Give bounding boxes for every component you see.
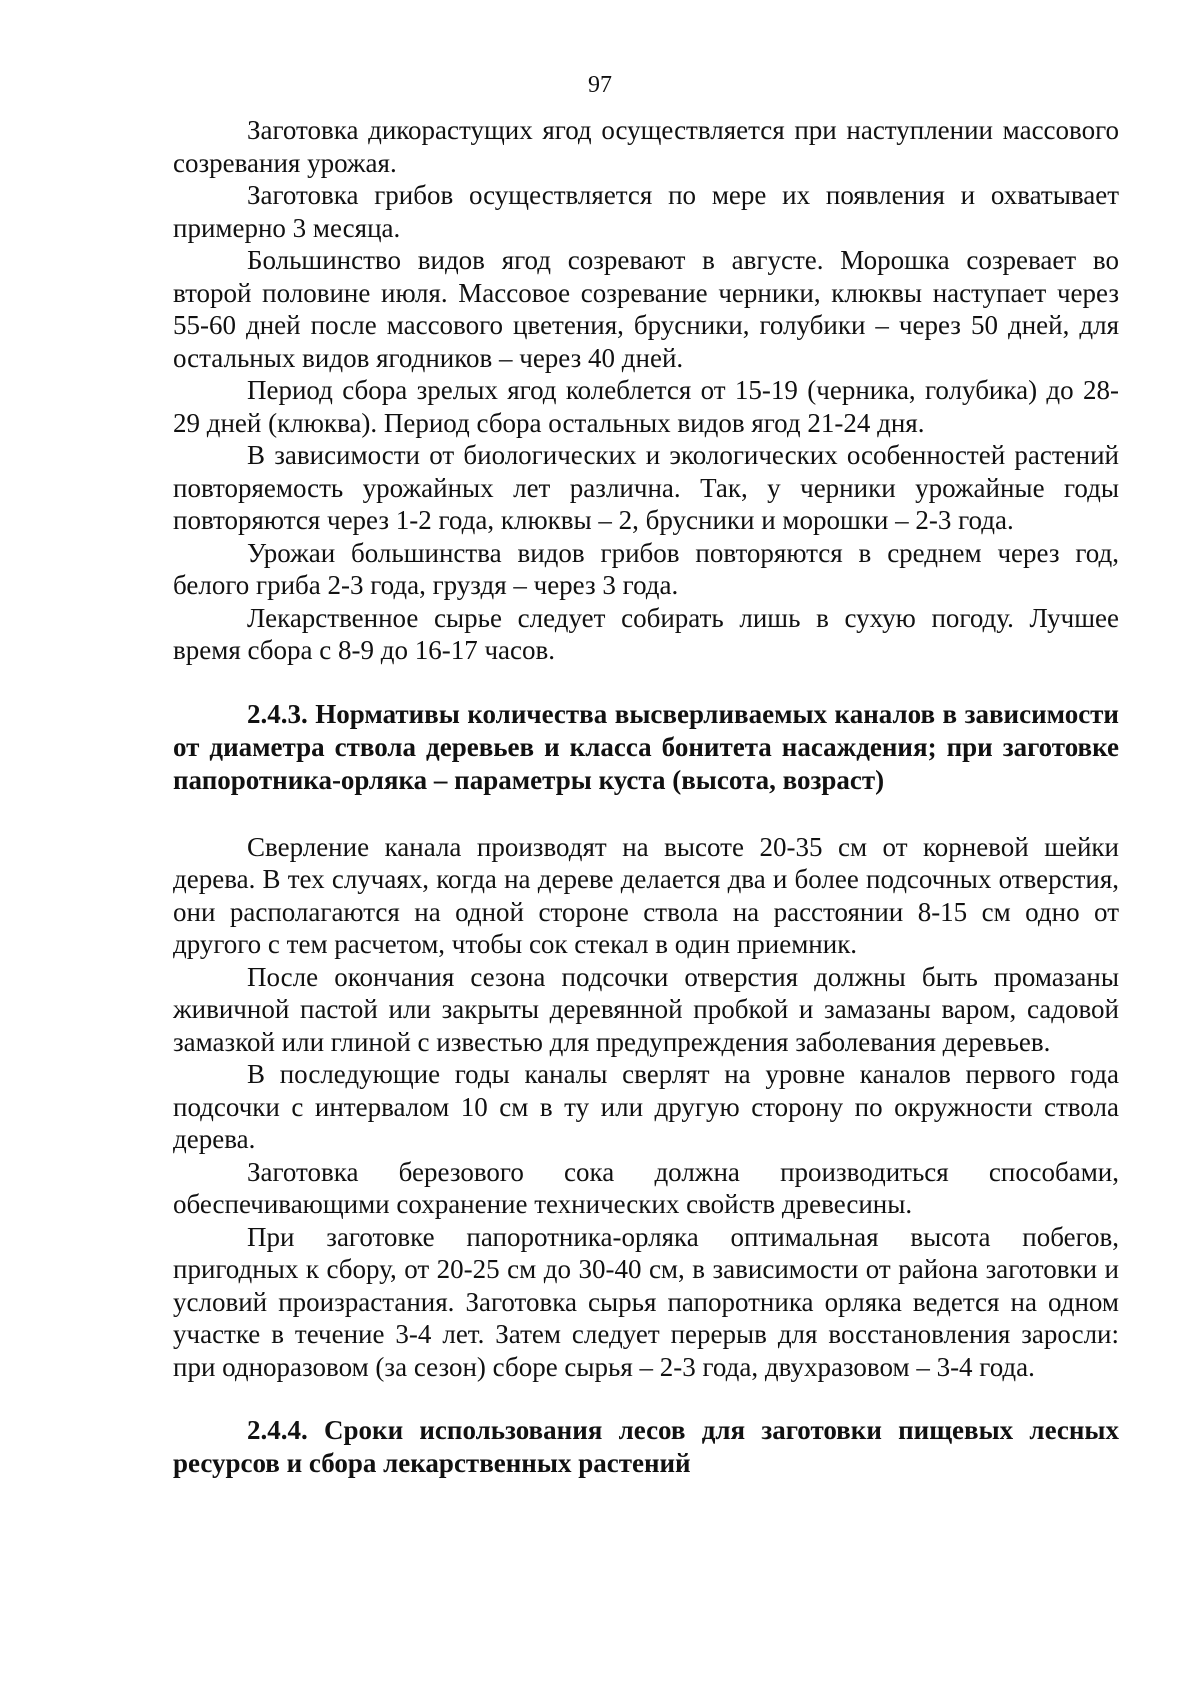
- paragraph-collection-period: Период сбора зрелых ягод колеблется от 15-19 (черника, голубика) до 28-29 дней (клюква). Период сбора остальных видов ягод 21-24 дня.: [173, 375, 1119, 438]
- paragraph-season-end: После окончания сезона подсочки отверстия должны быть промазаны живичной пастой или закрыты деревянной пробкой и замазаны варом, садовой замазкой или глиной с известью для предупреждения заболевания деревьев.: [173, 961, 1119, 1057]
- paragraph-medicinal-collection: Лекарственное сырье следует собирать лишь в сухую погоду. Лучшее время сбора с 8-9 до 16-17 часов.: [173, 602, 1119, 665]
- paragraph-bracken-fern: При заготовке папоротника-орляка оптимальная высота побегов, пригодных к сбору, от 20-25 см до 30-40 см, в зависимости от района заготовки и условий произрастания. Заготовка сырья папоротника орляка ведется на одном участке в течение 3-4 лет. Затем следует перерыв для восстановления заросли: при одноразовом (за сезон) сборе сырья – 2-3 года, двухразовом – 3-4 года.: [173, 1221, 1119, 1382]
- paragraph-berries-harvest: Заготовка дикорастущих ягод осуществляется при наступлении массового созревания урожая.: [173, 115, 1119, 178]
- paragraph-mushroom-yields: Урожаи большинства видов грибов повторяются в среднем через год, белого гриба 2-3 года, груздя – через 3 года.: [173, 537, 1119, 600]
- paragraph-yield-frequency: В зависимости от биологических и экологических особенностей растений повторяемость урожайных лет различна. Так, у черники урожайные годы повторяются через 1-2 года, клюквы – 2, брусники и морошки – 2-3 года.: [173, 440, 1119, 535]
- paragraph-drilling-height: Сверление канала производят на высоте 20-35 см от корневой шейки дерева. В тех случаях, когда на дереве делается два и более подсочных отверстия, они располагаются на одной стороне ствола на расстоянии 8-15 см одно от другого с тем расчетом, чтобы сок стекал в один приемник.: [173, 831, 1119, 959]
- section-heading-2-4-4: 2.4.4. Сроки использования лесов для заготовки пищевых лесных ресурсов и сбора лекарственных растений: [173, 1415, 1119, 1478]
- page-number: 97: [588, 72, 612, 98]
- paragraph-following-years: В последующие годы каналы сверлят на уровне каналов первого года подсочки с интервалом 10 см в ту или другую сторону по окружности ствола дерева.: [173, 1059, 1119, 1154]
- page-content: [173, 114, 1119, 1480]
- paragraph-birch-sap: Заготовка березового сока должна производиться способами, обеспечивающими сохранение технических свойств древесины.: [173, 1156, 1119, 1219]
- paragraph-berries-ripening: Большинство видов ягод созревают в августе. Морошка созревает во второй половине июля. Массовое созревание черники, клюквы наступает через 55-60 дней после массового цветения, брусники, голубики – через 50 дней, для остальных видов ягодников – через 40 дней.: [173, 245, 1119, 373]
- paragraph-mushrooms-harvest: Заготовка грибов осуществляется по мере их появления и охватывает примерно 3 месяца.: [173, 180, 1119, 243]
- section-heading-2-4-3: 2.4.3. Нормативы количества высверливаемых каналов в зависимости от диаметра ствола деревьев и класса бонитета насаждения; при заготовке папоротника-орляка – параметры куста (высота, возраст): [173, 698, 1119, 795]
